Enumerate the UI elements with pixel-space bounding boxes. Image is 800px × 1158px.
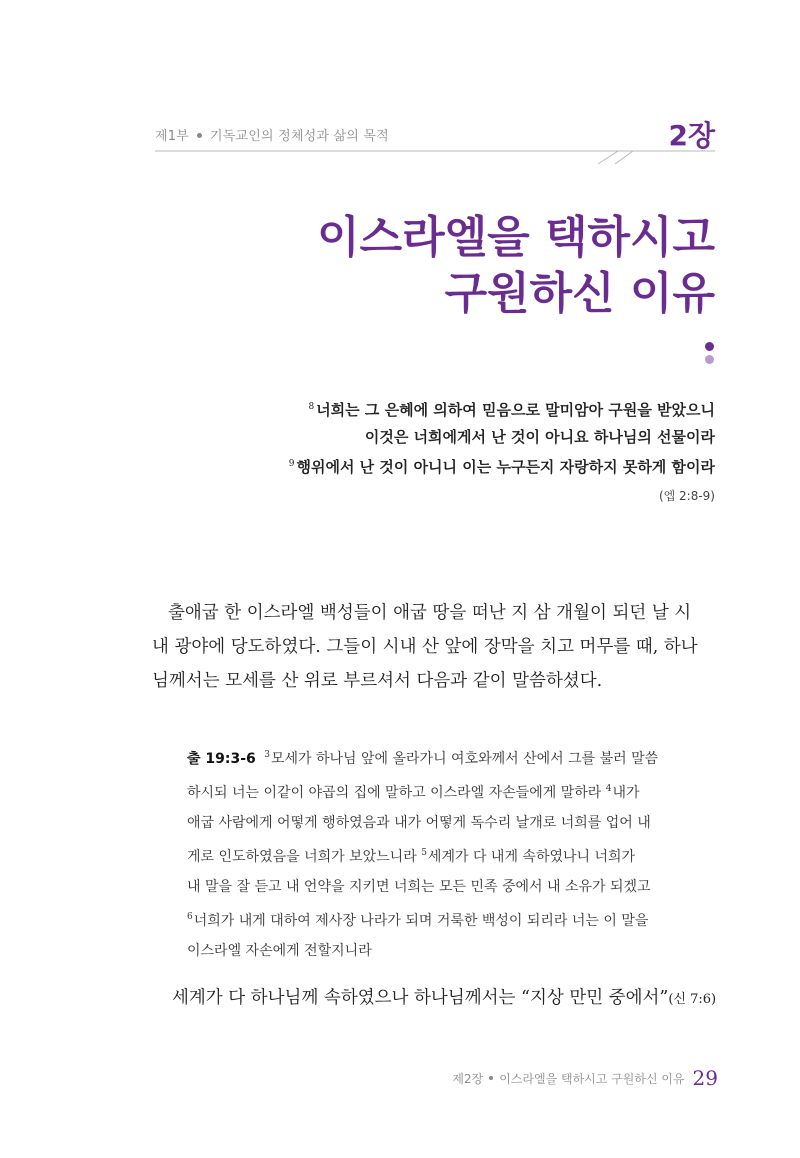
- header-part: 제1부: [155, 129, 189, 144]
- verse-number: 6: [187, 912, 193, 922]
- epigraph-text: 너희는 그 은혜에 의하여 믿음으로 말미암아 구원을 받았으니: [316, 401, 715, 419]
- epigraph-text: 행위에서 난 것이 아니니 이는 누구든지 자랑하지 못하게 함이라: [296, 458, 715, 476]
- footer-section: [452, 1072, 684, 1086]
- quote-line: 애굽 사람에게 어떻게 행하였음과 내가 어떻게 독수리 날개로 너희를 업어 내: [187, 815, 651, 831]
- quote-text: 모세가 하나님 앞에 올라가니 여호와께서 산에서 그를 불러 말씀: [270, 751, 659, 767]
- header-section: [155, 125, 389, 144]
- dot-dark-icon: [705, 342, 714, 351]
- epigraph: [289, 394, 715, 510]
- chapter-title-line2: 구원하신 이유: [444, 268, 715, 319]
- epigraph-line: [289, 424, 715, 451]
- quote-text: 게로 인도하였음을 너희가 보았느니라: [187, 849, 422, 865]
- closing-line: [172, 984, 716, 1009]
- epigraph-text: 이것은 너희에게서 난 것이 아니요 하나님의 선물이라: [364, 428, 715, 446]
- quote-line: [187, 902, 697, 936]
- body-line: 님께서는 모세를 산 위로 부르셔서 다음과 같이 말씀하셨다.: [152, 671, 603, 691]
- running-header: [155, 118, 715, 158]
- quote-line: [187, 838, 697, 872]
- footer-title: 이스라엘을 택하시고 구원하신 이유: [499, 1071, 685, 1086]
- epigraph-line: [289, 394, 715, 424]
- quote-line: 내 말을 잘 듣고 내 언약을 지키면 너희는 모든 민족 중에서 내 소유가 되겠고: [187, 879, 651, 895]
- body-line: 내 광야에 당도하였다. 그들이 시내 산 앞에 장막을 치고 머무를 때, 하나: [152, 637, 698, 657]
- quote-text: 하시되 너는 이같이 야곱의 집에 말하고 이스라엘 자손들에게 말하라: [187, 785, 606, 801]
- running-footer: [452, 1066, 718, 1090]
- dot-light-icon: [705, 355, 714, 364]
- body-paragraph: [152, 596, 718, 698]
- verse-number: 4: [605, 784, 612, 794]
- chapter-title-line1: 이스라엘을 택하시고: [317, 212, 715, 263]
- verse-number: 5: [421, 848, 427, 858]
- quote-text: 내가: [612, 785, 640, 801]
- epigraph-reference: (엡 2:8-9): [658, 489, 715, 503]
- header-chapter: 2장: [668, 119, 715, 152]
- quote-line: 이스라엘 자손에게 전할지니라: [187, 943, 372, 959]
- bullet-icon: [197, 133, 202, 138]
- quote-line: [187, 740, 697, 774]
- title-decoration-dots-icon: [705, 342, 719, 368]
- verse-number: 8: [308, 402, 315, 412]
- quote-text: 너희가 내게 대하여 제사장 나라가 되며 거룩한 백성이 되리라 너는 이 말을: [193, 913, 649, 929]
- epigraph-line: [289, 451, 715, 481]
- footer-chapter: 제2장: [452, 1071, 484, 1086]
- body-line: 출애굽 한 이스라엘 백성들이 애굽 땅을 떠난 지 삼 개월이 되던 날 시: [168, 603, 692, 623]
- page-number: 29: [692, 1066, 718, 1090]
- quote-text: 세계가 다 내게 속하였나니 너희가: [427, 849, 636, 865]
- closing-source: (신 7:6): [668, 992, 717, 1007]
- bullet-icon: [489, 1076, 493, 1080]
- scripture-quote: [187, 740, 697, 966]
- verse-number: 9: [288, 459, 295, 469]
- closing-text: 세계가 다 하나님께 속하였으나 하나님께서는 “지상 만민 중에서”: [172, 988, 669, 1008]
- chapter-title: [317, 210, 715, 322]
- quote-line: [187, 774, 697, 808]
- verse-number: 3: [264, 750, 270, 760]
- quote-reference: 출 19:3-6: [187, 751, 256, 767]
- header-section-title: 기독교인의 정체성과 삶의 목적: [210, 129, 389, 144]
